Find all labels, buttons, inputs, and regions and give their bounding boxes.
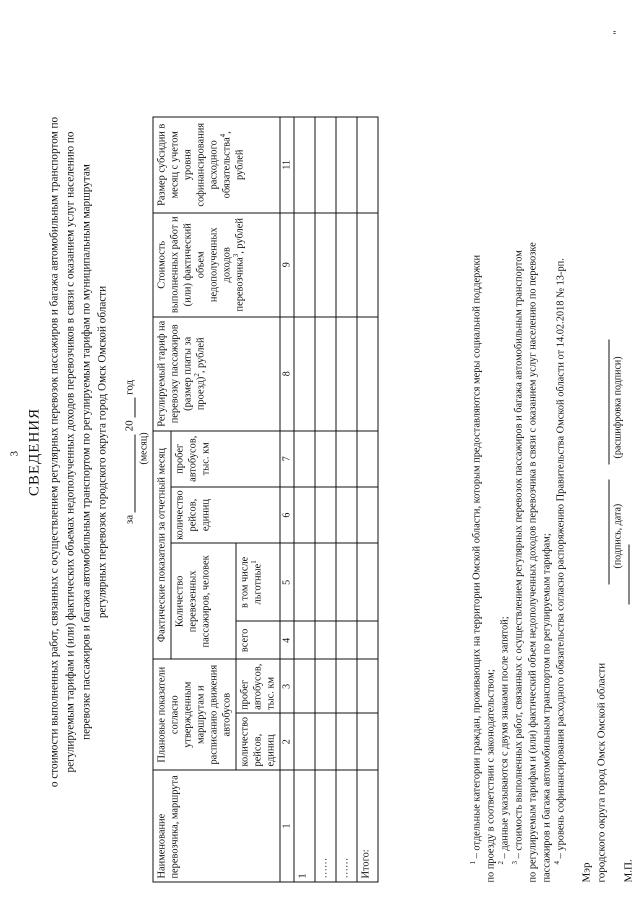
mayor-title-line1: Мэр: [580, 862, 593, 883]
header-fact-total: всего: [236, 621, 280, 659]
col-number: 3: [280, 659, 294, 713]
footnote: по проезду в соответствии с законодательством;: [485, 669, 497, 883]
document-subtitle: [47, 0, 111, 905]
footnotes: [471, 13, 569, 883]
header-tariff: Регулируемый тариф на перевозку пассажиров (размер платы за проезд)$^2$, рублей: [153, 317, 280, 431]
footnote: по регулируемым тарифам и (или) фактический объем недополученных доходов перевозчика в связи с оказанием услуг населению по перевозке: [527, 242, 539, 883]
table-row: [294, 117, 315, 882]
period-year-suffix: год: [123, 379, 136, 395]
document-title: СВЕДЕНИЯ: [26, 407, 43, 497]
col-number: 7: [280, 431, 294, 487]
subtitle-line: перевозке пассажиров и багажа автомобильным транспортом по регулируемым тарифам по муниципальным маршрутам: [80, 164, 93, 740]
header-plan-trips: количество рейсов, единиц: [236, 713, 280, 770]
header-subsidy: Размер субсидии в месяц с учетом уровня софинансирования расходного обязательства$^4$, рублей: [153, 117, 280, 213]
table-total-row: [357, 117, 378, 882]
col-number: 6: [280, 487, 294, 544]
row-label: 1: [294, 770, 315, 882]
table-row: [315, 117, 336, 882]
decode-line: [609, 340, 610, 465]
footnote: пассажиров и багажа автомобильным транспортом по регулируемым тарифам;: [541, 533, 553, 883]
signature-caption: (подпись, дата): [612, 503, 624, 569]
header-fact-privileged: в том числе льготные$^1$: [236, 543, 280, 621]
header-carrier-route: Наименование перевозчика, маршрута: [153, 770, 280, 882]
footnote: $^4$ – уровень софинансирования расходного обязательства согласно распоряжению Правительства Омской области от 14.02.2018 № 13-рп.: [553, 258, 567, 865]
footnote: $^3$ – стоимость выполненных работ, связанных с осуществлением регулярных перевозок пассажиров и багажа автомобильным транспортом: [511, 250, 525, 865]
col-number: 4: [280, 621, 294, 659]
col-number: 9: [280, 213, 294, 317]
document-sheet: [1, 0, 640, 905]
header-fact-trips: количество рейсов, единиц: [171, 487, 280, 544]
corner-mark: ": [612, 30, 624, 35]
row-label: ……: [315, 770, 336, 882]
row-label: ……: [336, 770, 357, 882]
col-number: 2: [280, 713, 294, 770]
period-year-blank: [123, 398, 136, 418]
col-number: 5: [280, 543, 294, 621]
col-number: 8: [280, 317, 294, 431]
decode-caption: (расшифровка подписи): [612, 356, 624, 459]
period-month-caption: (месяц): [138, 432, 150, 465]
total-label: Итого:: [357, 770, 378, 882]
page-number: 3: [8, 451, 21, 457]
col-number: 1: [280, 770, 294, 882]
header-fact-mileage: пробег автобусов, тыс. км: [171, 431, 280, 487]
header-cost: Стоимость выполненных работ и (или) фактический объем недополученных доходов перевозчика$^3$, рублей: [153, 213, 280, 317]
header-plan-mileage: пробег автобусов, тыс. км: [236, 659, 280, 713]
subtitle-line: регулируемым тарифам и (или) фактических объемах недополученных доходов перевозчиков в связи с оказанием услуг населению по: [64, 131, 77, 773]
table-row: [336, 117, 357, 882]
signature-line: [609, 480, 610, 585]
report-period: [123, 0, 136, 905]
stamp-line: [629, 545, 630, 605]
report-table: [153, 116, 379, 882]
period-prefix: за: [123, 514, 136, 525]
col-number: 11: [280, 117, 294, 213]
subtitle-line: о стоимости выполненных работ, связанных с осуществлением регулярных перевозок пассажиров и багажа автомобильным транспортом по: [48, 116, 61, 788]
period-year-mid: 20: [123, 420, 136, 432]
header-plan: Плановые показатели согласно утвержденным маршрутам и расписанию движения автобусов: [153, 659, 236, 770]
footnote: $^2$ – данные указываются с двумя знаками после запятой;: [497, 616, 511, 865]
period-month-blank: [123, 434, 136, 512]
stamp-label: М.П.: [622, 859, 635, 883]
header-fact: Фактические показатели за отчетный месяц: [153, 431, 171, 660]
footnote: $^1$ – отдельные категории граждан, проживающих на территории Омской области, которым предоставляются меры социальной поддержки: [469, 254, 483, 865]
mayor-title-line2: городского округа город Омск Омской области: [595, 662, 608, 883]
subtitle-line: регулярных перевозок городского округа город Омск Омской области: [96, 285, 109, 619]
header-fact-passengers: Количество перевезенных пассажиров, человек: [171, 543, 236, 659]
